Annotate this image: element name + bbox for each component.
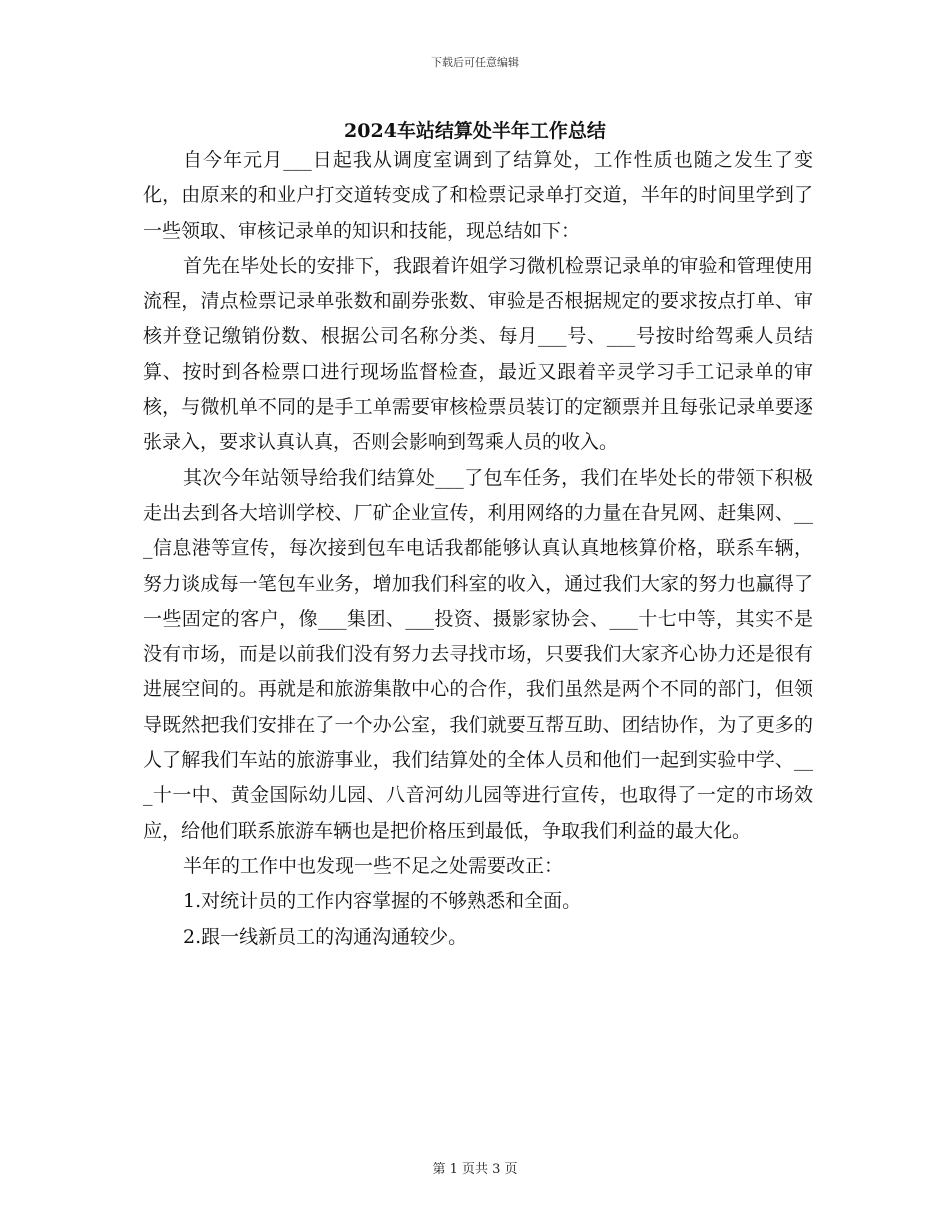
page-number-footer: 第 1 页共 3 页: [432, 1162, 518, 1177]
paragraph-intro: 自今年元月___日起我从调度室调到了结算处，工作性质也随之发生了变化，由原来的和业户打交道转变成了和检票记录单打交道，半年的时间里学到了一些领取、审核记录单的知识和技能，现总结如下：: [143, 149, 813, 242]
paragraph-first-point: 首先在毕处长的安排下，我跟着许姐学习微机检票记录单的审验和管理使用流程，清点检票记录单张数和副券张数、审验是否根据规定的要求按点打单、审核并登记缴销份数、根据公司名称分类、每月___号、___号按时给驾乘人员结算、按时到各检票口进行现场监督检查，最近又跟着辛灵学习手工记录单的审核，与微机单不同的是手工单需要审核检票员装订的定额票并且每张记录单要逐张录入，要求认真认真，否则会影响到驾乘人员的收入。: [143, 254, 813, 454]
document-title: 2024车站结算处半年工作总结: [344, 120, 606, 142]
list-item-shortcoming-1: 1.对统计员的工作内容掌握的不够熟悉和全面。: [183, 890, 582, 913]
list-item-shortcoming-2: 2.跟一线新员工的沟通沟通较少。: [183, 925, 468, 948]
page-header-note: 下载后可任意编辑: [431, 56, 519, 69]
paragraph-second-point: 其次今年站领导给我们结算处___了包车任务，我们在毕处长的带领下积极走出去到各大培训学校、厂矿企业宣传，利用网络的力量在旮旯网、赶集网、___信息港等宣传，每次接到包车电话我都能够认真认真地核算价格，联系车辆，努力谈成每一笔包车业务，增加我们科室的收入，通过我们大家的努力也赢得了一些固定的客户，像___集团、___投资、摄影家协会、___十七中等，其实不是没有市场，而是以前我们没有努力去寻找市场，只要我们大家齐心协力还是很有进展空间的。再就是和旅游集散中心的合作，我们虽然是两个不同的部门，但领导既然把我们安排在了一个办公室，我们就要互帮互助、团结协作，为了更多的人了解我们车站的旅游事业，我们结算处的全体人员和他们一起到实验中学、___十一中、黄金国际幼儿园、八音河幼儿园等进行宣传，也取得了一定的市场效应，给他们联系旅游车辆也是把价格压到最低，争取我们利益的最大化。: [143, 466, 813, 842]
paragraph-shortcomings-intro: 半年的工作中也发现一些不足之处需要改正：: [183, 854, 564, 877]
document-body: [143, 143, 813, 955]
